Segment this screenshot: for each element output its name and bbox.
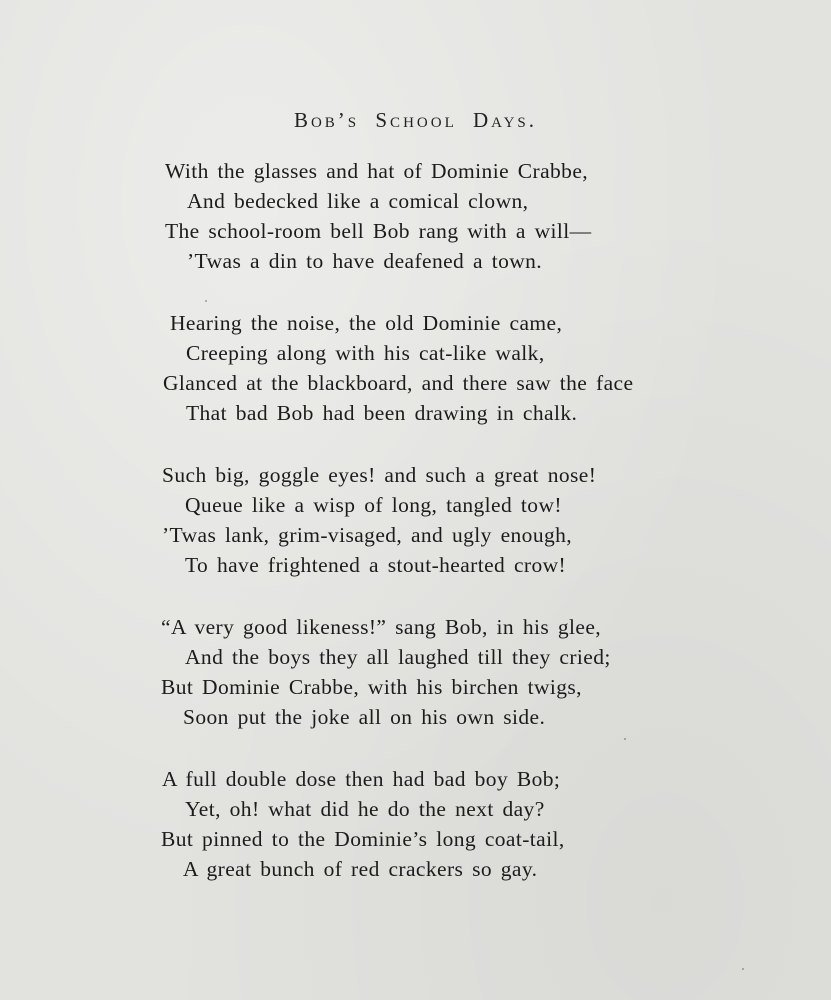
poem-body [0, 150, 831, 910]
stanza-2 [0, 302, 831, 454]
poem-line: ’Twas a din to have deafened a town. [187, 249, 543, 273]
poem-line: The school-room bell Bob rang with a will— [165, 219, 592, 243]
poem-line: But Dominie Crabbe, with his birchen twigs, [161, 675, 582, 699]
poem-line: ’Twas lank, grim-visaged, and ugly enough, [162, 523, 573, 547]
poem-title: Bob’s School Days. [293, 108, 538, 132]
poem-line: A full double dose then had bad boy Bob; [162, 767, 561, 791]
paper-speck [205, 300, 207, 302]
poem-line: “A very good likeness!” sang Bob, in his glee, [161, 615, 602, 639]
poem-line: And bedecked like a comical clown, [187, 189, 529, 213]
paper-speck [624, 738, 626, 740]
poem-line: Yet, oh! what did he do the next day? [185, 797, 545, 821]
stanza-1 [0, 150, 831, 302]
stanza-5 [0, 758, 831, 910]
poem-line: A great bunch of red crackers so gay. [183, 857, 538, 881]
poem-line: And the boys they all laughed till they cried; [185, 645, 611, 669]
paper-speck [742, 968, 744, 970]
poem-line: That bad Bob had been drawing in chalk. [186, 401, 578, 425]
poem-line: Such big, goggle eyes! and such a great nose! [162, 463, 597, 487]
poem-line: Queue like a wisp of long, tangled tow! [185, 493, 562, 517]
poem-line: With the glasses and hat of Dominie Crabbe, [165, 159, 589, 183]
poem-line: Soon put the joke all on his own side. [183, 705, 546, 729]
poem-line: Glanced at the blackboard, and there saw the face [163, 371, 634, 395]
stanza-3 [0, 454, 831, 606]
poem-line: Hearing the noise, the old Dominie came, [170, 311, 563, 335]
stanza-4 [0, 606, 831, 758]
poem-line: Creeping along with his cat-like walk, [186, 341, 545, 365]
poem-line: But pinned to the Dominie’s long coat-tail, [161, 827, 565, 851]
poem-line: To have frightened a stout-hearted crow! [185, 553, 567, 577]
